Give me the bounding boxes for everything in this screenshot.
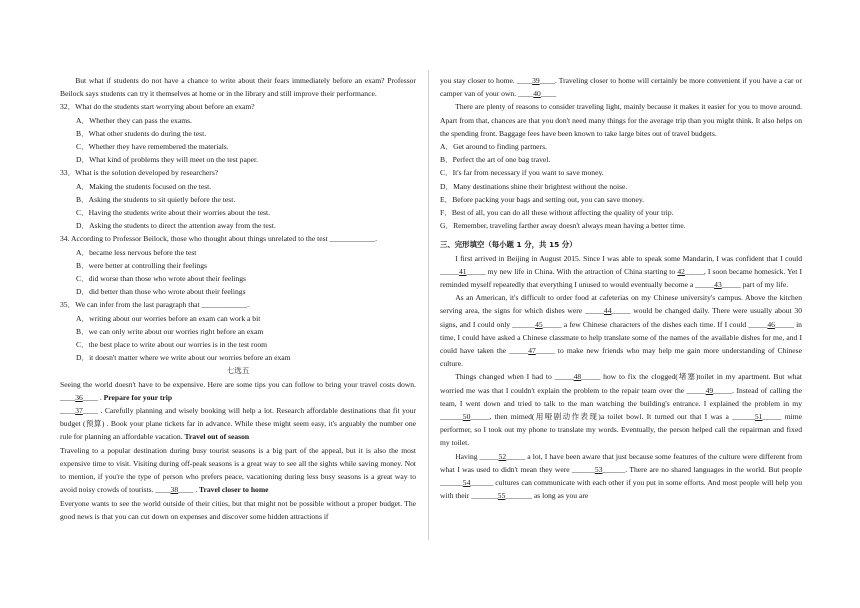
question-stem: 35．We can infer from the last paragraph that ____________.	[60, 300, 249, 310]
option-e: E．Before packing your bags and setting out, you can save money.	[440, 194, 645, 204]
blank-39[interactable]: 39	[532, 76, 540, 85]
section-title-seven-choose-five: 七选五	[226, 366, 250, 376]
question-stem: 34. According to Professor Beilock, those who thought about things unrelated to the test ____________.	[60, 234, 377, 244]
option-b: B．were better at controlling their feelings	[76, 260, 207, 270]
blank-37[interactable]: 37	[75, 406, 83, 416]
subheading-closer-home: Travel closer to home	[199, 485, 269, 495]
option-d: D．What kind of problems they will meet on the test paper.	[76, 155, 258, 165]
blank-46[interactable]: 46	[767, 319, 775, 329]
blank-51[interactable]: 51	[754, 412, 763, 422]
blank-53[interactable]: 53	[594, 464, 603, 474]
option-d: D．it doesn't matter where we write about our worries before an exam	[76, 353, 291, 363]
subheading-prepare: Prepare for your trip	[103, 392, 173, 402]
blank-40[interactable]: 40	[533, 89, 541, 99]
question-34	[60, 232, 416, 298]
option-f: F．Best of all, you can do all these without affecting the quality of your trip.	[440, 208, 674, 218]
option-d: D．did better than those who wrote about their feelings	[76, 287, 246, 297]
column-divider	[428, 70, 429, 540]
option-b: B．we can only write about our worries right before an exam	[76, 326, 264, 336]
blank-50[interactable]: 50	[462, 412, 471, 422]
blank-38[interactable]: 38	[170, 485, 179, 495]
option-c: C．the best place to write about our worries is in the test room	[76, 340, 268, 350]
question-stem: 32．What do the students start worrying about before an exam?	[60, 102, 255, 112]
left-column	[60, 74, 416, 523]
passage-continued: you stay closer to home. ____39____. Traveling closer to home will certainly be more convenient if you have a car or camper van of your own. ____40____	[440, 76, 802, 99]
option-b: B．Perfect the art of one bag travel.	[440, 155, 551, 165]
passage-paragraph-light: There are plenty of reasons to consider traveling light, mainly because it makes it easier for you to move around. Apart from that, chances are that you don't need many things for the average trip than you might think. It also helps on the spending front. Baggage fees have been known to take large bites out of travel budgets.	[440, 102, 802, 138]
blank-48[interactable]: 48	[573, 372, 582, 382]
blank-43[interactable]: 43	[714, 280, 722, 290]
cloze-paragraph-3: Things changed when I had to _____48_____ how to fix the clogged(堵塞)toilet in my apartment. But what worried me was that I couldn't explain the problem to the repair team over the _____49_____. Instead of calling the team, I went down and tried to talk to the man watching the building's entrance. I explained the problem in my ______50_____, then mimed(用哑剧动作表现)a toilet bowl. It turned out that I was a ______51_____ mime performer, so I took out my phone to translate my words. Eventually, the person helped call the repairman and fixed my toilet.	[440, 372, 802, 448]
question-32	[60, 100, 416, 166]
option-d: D．Many destinations shine their brightest without the noise.	[440, 181, 628, 191]
blank-55[interactable]: 55	[497, 491, 506, 501]
blank-36[interactable]: 36	[75, 392, 83, 402]
option-c: C．Having the students write about their worries about the test.	[76, 208, 271, 218]
blank-44[interactable]: 44	[603, 306, 612, 316]
passage-paragraph-1: Seeing the world doesn't have to be expensive. Here are some tips you can follow to bring your travel costs down. ____36____ . Prepare for your trip	[60, 379, 416, 402]
option-a: A．Get around to finding partners.	[440, 142, 547, 152]
cloze-section-title: 三、完形填空（每小题 1 分，共 15 分）	[440, 240, 577, 250]
question-35	[60, 298, 416, 364]
option-c: C．It's far from necessary if you want to save money.	[440, 168, 604, 178]
option-a: A．Whether they can pass the exams.	[76, 115, 192, 125]
option-g: G．Remember, traveling farther away doesn't always mean having a better time.	[440, 221, 686, 231]
intro-paragraph: But what if students do not have a chance to write about their fears immediately before an exam? Professor Beilock says students can try it themselves at home or in the library and still improve their performance.	[60, 76, 416, 99]
option-c: C．Whether they have remembered the materials.	[76, 142, 229, 152]
right-column	[440, 74, 802, 503]
option-b: B．Asking the students to sit quietly before the test.	[76, 194, 236, 204]
question-stem: 33．What is the solution developed by researchers?	[60, 168, 219, 178]
cloze-paragraph-1: I first arrived in Beijing in August 2015. Since I was able to speak some Mandarin, I was confident that I could _____41_____ my new life in China. With the attraction of China starting to 42_____, I soon became homesick. Yet I reminded myself repeatedly that everything I unused to would eventually become a _____43_____ part of my life.	[440, 253, 802, 290]
blank-41[interactable]: 41	[458, 266, 467, 276]
cloze-paragraph-4: Having _____52_____ a lot, I have been aware that just because some features of the culture were different from what I was used to didn't mean they were ______53______. There are no shared languages in the world. But people ______54______ cultures can communicate with each other if you put in some efforts. And most people will help you with their _______55_______ as long as you are	[440, 451, 802, 501]
passage-paragraph-3: Traveling to a popular destination during busy tourist seasons is a big part of the appeal, but it is also the most expensive time to visit. Visiting during off-peak seasons is a great way to see all the sights while saving money. Not to mention, if you're the type of person who prefers peace, vacationing during less busy seasons is a great way to avoid noisy crowds of tourists. ____38____ . Travel closer to home	[60, 445, 416, 495]
blank-45[interactable]: 45	[535, 319, 543, 329]
blank-47[interactable]: 47	[528, 346, 536, 356]
blank-49[interactable]: 49	[705, 385, 714, 395]
blank-54[interactable]: 54	[462, 478, 471, 488]
cloze-paragraph-2: As an American, it's difficult to order food at cafeterias on my Chinese university's campus. Above the kitchen serving area, the signs for which dishes were _____44_____ would be changed daily. There were usually about 30 signs, and I could only ______45_____ a few Chinese characters of the dishes each time. If I could _____46_____ in time, I could have asked a Chinese classmate to help translate some of the names of the available dishes for me, and I could have taken the _____47_____ to make new friends who may help me gain more understanding of Chinese culture.	[440, 293, 802, 369]
option-d: D．Asking the students to direct the attention away from the test.	[76, 221, 276, 231]
option-a: A．Making the students focused on the test.	[76, 181, 212, 191]
option-c: C．did worse than those who wrote about their feelings	[76, 274, 246, 284]
passage-paragraph-4: Everyone wants to see the world outside of their cities, but that might not be possible without a proper budget. The good news is that you can cut down on expenses and discover some hidden attractions if	[60, 498, 416, 521]
seven-choose-five-options	[440, 140, 802, 232]
passage-paragraph-2: ____37____ . Carefully planning and wisely booking will help a lot. Research affordable destinations that fit your budget (预算) . Book your plane tickets far in advance. While these might seem easy, it's arguably the number one rule for planning an affordable vacation. Travel out of season	[60, 406, 417, 442]
option-a: A．writing about our worries before an exam can work a bit	[76, 313, 261, 323]
subheading-out-of-season: Travel out of season	[184, 432, 250, 442]
blank-52[interactable]: 52	[498, 451, 507, 461]
option-b: B．What other students do during the test.	[76, 128, 207, 138]
option-a: A．became less nervous before the test	[76, 247, 197, 257]
question-33	[60, 166, 416, 232]
blank-42[interactable]: 42	[677, 266, 685, 276]
